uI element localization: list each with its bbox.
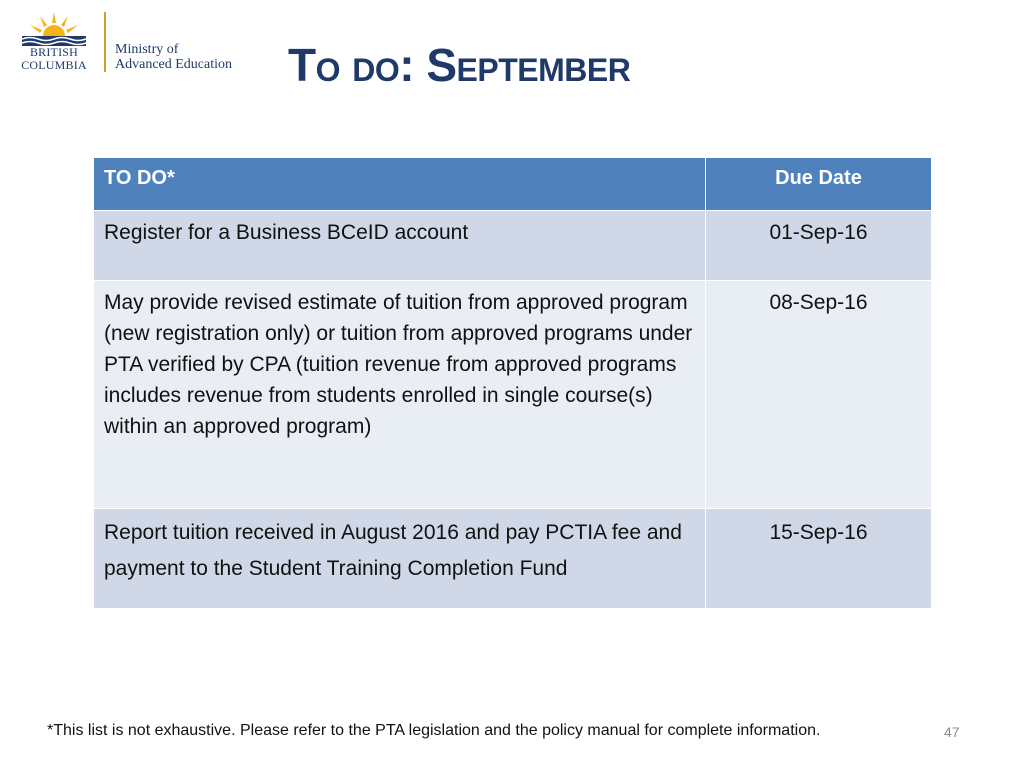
bc-wordmark-line2: COLUMBIA	[21, 58, 87, 72]
ministry-name	[115, 42, 245, 72]
ministry-name-line2: Advanced Education	[115, 57, 233, 72]
page-number: 47	[944, 724, 960, 740]
footnote: *This list is not exhaustive. Please refer to the PTA legislation and the policy manual for complete information.	[47, 722, 821, 739]
due-date-cell: 15-Sep-16	[706, 509, 932, 609]
task-cell: May provide revised estimate of tuition from approved program (new registration only) or tuition from approved programs under PTA verified by CPA (tuition revenue from approved programs includes revenue from students enrolled in single course(s) within an approved program)	[94, 281, 706, 509]
due-date-cell: 08-Sep-16	[706, 281, 932, 509]
bc-wordmark	[12, 46, 96, 72]
header-due-date: Due Date	[706, 158, 932, 211]
logo-divider	[104, 12, 106, 72]
task-cell: Report tuition received in August 2016 and pay PCTIA fee and payment to the Student Training Completion Fund	[94, 509, 706, 609]
bc-wordmark-line1: BRITISH	[29, 45, 79, 59]
table-row	[94, 211, 932, 281]
sun-mountain-icon	[12, 10, 96, 46]
table-header-row	[94, 158, 932, 211]
header-task: TO DO*	[94, 158, 706, 211]
todo-table	[93, 157, 932, 609]
bc-government-logo	[12, 10, 232, 74]
slide-title: To do: September	[288, 39, 631, 91]
due-date-cell: 01-Sep-16	[706, 211, 932, 281]
ministry-name-line1: Ministry of	[115, 42, 179, 57]
table-row	[94, 281, 932, 509]
table-row	[94, 509, 932, 609]
task-cell: Register for a Business BCeID account	[94, 211, 706, 281]
